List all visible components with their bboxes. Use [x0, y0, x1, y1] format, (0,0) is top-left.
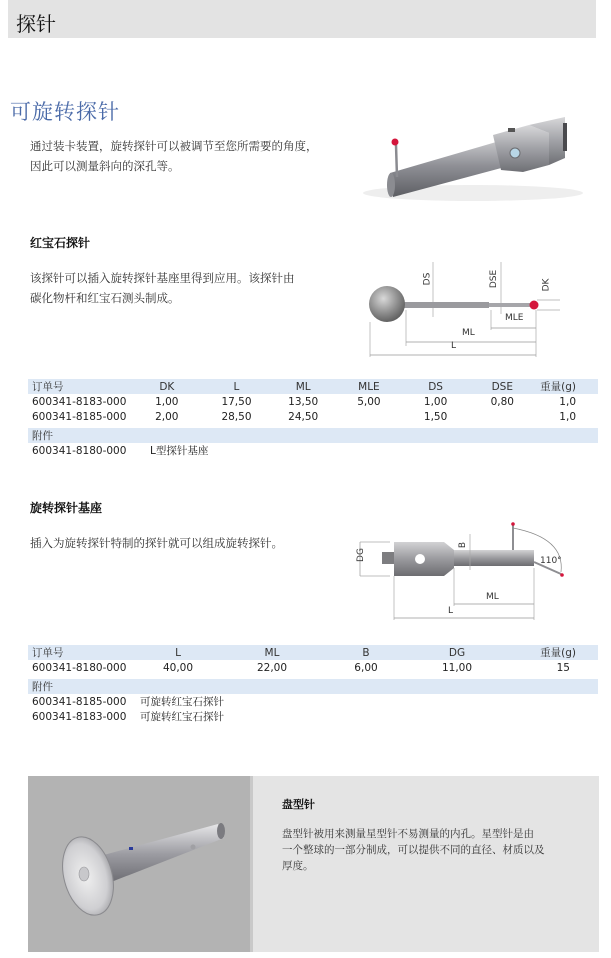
disk-stylus-title: 盘型针: [282, 798, 315, 811]
cell: 2,00: [155, 410, 179, 423]
accessory-header: 附件: [28, 428, 598, 443]
dim-label-l: L: [448, 606, 454, 616]
rotatable-probe-photo: [333, 95, 603, 210]
cell: 600341-8183-000: [32, 395, 127, 408]
accessory-row: [28, 694, 598, 709]
table-header-row: [28, 645, 598, 660]
dim-label-ds: DS: [422, 272, 433, 286]
col-header: DG: [412, 645, 502, 660]
cell: 1,0: [559, 410, 576, 423]
cell: 600341-8183-000: [32, 710, 127, 723]
cell: 6,00: [354, 661, 378, 674]
base-diagram: [350, 520, 600, 625]
accessory-header-row: [28, 428, 598, 443]
dim-label-b: B: [458, 541, 469, 549]
page-header-bar: [8, 0, 596, 38]
table-row: [28, 394, 598, 409]
col-header: DK: [132, 379, 202, 394]
disk-stylus-photo: [28, 776, 250, 952]
dim-label-angle: 110°: [540, 556, 562, 566]
cell: [335, 409, 403, 424]
page-title: 探针: [16, 12, 56, 36]
accessory-header-row: [28, 679, 598, 694]
base-spec-table: [28, 645, 598, 724]
intro-line: 因此可以测量斜向的深孔等。: [30, 159, 180, 173]
base-title: 旋转探针基座: [30, 501, 103, 515]
cell: 24,50: [288, 410, 319, 423]
desc-line: 该探针可以插入旋转探针基座里得到应用。该探针由: [30, 271, 295, 285]
cell: 40,00: [162, 661, 194, 674]
ruby-probe-spec-table: [28, 379, 598, 458]
cell: 5,00: [357, 395, 381, 408]
ruby-probe-diagram: [355, 262, 605, 362]
col-header: 重量(g): [502, 645, 598, 660]
section-title: 可旋转探针: [10, 100, 120, 124]
cell: 600341-8180-000: [32, 444, 127, 457]
cell: 0,80: [490, 395, 514, 408]
dim-label-dse: DSE: [489, 269, 500, 289]
table-header-row: [28, 379, 598, 394]
col-header: L: [132, 645, 224, 660]
col-header: L: [202, 379, 272, 394]
cell: 600341-8185-000: [32, 695, 127, 708]
table-row: [28, 409, 598, 424]
col-header: MLE: [335, 379, 403, 394]
cell: 1,50: [423, 410, 448, 423]
desc-line: 厚度。: [282, 860, 314, 872]
desc-line: 一个整球的一部分制成，可以提供不同的直径、材质以及: [282, 844, 545, 856]
cell: 1,00: [155, 395, 179, 408]
cell: 13,50: [288, 395, 319, 408]
dim-label-l: L: [451, 341, 457, 351]
desc-line: 盘型针被用来测量星型针不易测量的内孔。星型针是由: [282, 828, 534, 840]
cell: 17,50: [221, 395, 252, 408]
intro-line: 通过装卡装置，旋转探针可以被调节至您所需要的角度，: [30, 139, 318, 153]
disk-stylus-desc: [282, 826, 545, 874]
accessory-row: [28, 709, 598, 724]
col-header: 重量(g): [536, 379, 598, 394]
dim-label-dg: DG: [355, 548, 366, 562]
col-header: B: [320, 645, 412, 660]
cell: L型探针基座: [149, 445, 209, 457]
cell: 可旋转红宝石探针: [140, 696, 224, 708]
accessory-header: 附件: [28, 679, 598, 694]
table-row: [28, 660, 598, 675]
cell: 可旋转红宝石探针: [140, 711, 224, 723]
cell: 1,00: [423, 395, 448, 408]
cell: 15: [556, 661, 570, 674]
dim-label-dk: DK: [541, 278, 552, 292]
ruby-probe-desc: [30, 268, 295, 308]
ruby-probe-title: 红宝石探针: [30, 236, 91, 250]
col-header: ML: [224, 645, 320, 660]
cell: 22,00: [256, 661, 288, 674]
panel-divider: [250, 776, 253, 952]
cell: 600341-8180-000: [32, 661, 127, 674]
dim-label-ml: ML: [486, 592, 499, 602]
ruby-ball-icon: [392, 139, 399, 146]
dim-label-ml: ML: [462, 328, 475, 338]
cell: 11,00: [441, 661, 473, 674]
base-desc: 插入为旋转探针特制的探针就可以组成旋转探针。: [30, 536, 283, 550]
col-header: ML: [271, 379, 335, 394]
desc-line: 碳化物杆和红宝石测头制成。: [30, 291, 180, 305]
col-header: DSE: [468, 379, 536, 394]
section-intro: [30, 136, 318, 176]
dim-label-mle: MLE: [505, 313, 524, 323]
cell: 28,50: [221, 410, 252, 423]
cell: 1,0: [559, 395, 576, 408]
cell: 600341-8185-000: [32, 410, 127, 423]
col-header: 订单号: [28, 379, 132, 394]
cell: [468, 409, 536, 424]
accessory-row: [28, 443, 598, 458]
col-header: 订单号: [28, 645, 132, 660]
col-header: DS: [403, 379, 469, 394]
